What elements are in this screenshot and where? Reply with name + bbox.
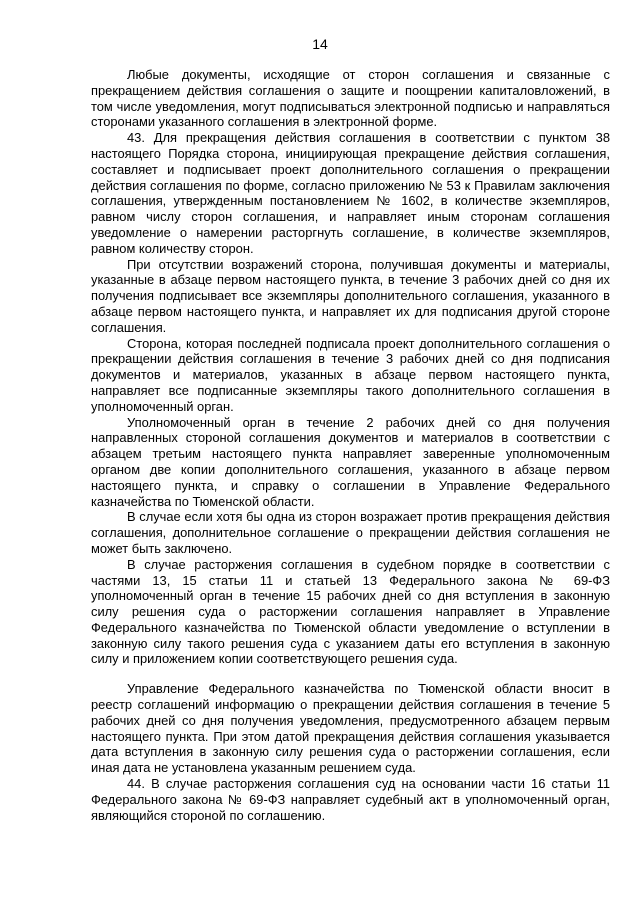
paragraph: В случае расторжения соглашения в судебном порядке в соответствии с частями 13, 15 статьи 11 и статьей 13 Федерального закона № 69-ФЗ уполномоченный орган в течение 15 рабочих дней со дня вступления в законную силу решения суда о расторжении соглашения направляет в Управление Федерального казначейства по Тюменской области уведомление о вступлении в законную силу такого решения суда с указанием даты его вступления в законную силу и приложением копии соответствующего решения суда. <box>91 556 610 667</box>
document-body <box>91 67 610 823</box>
paragraph: При отсутствии возражений сторона, получившая документы и материалы, указанные в абзаце первом настоящего пункта, в течение 3 рабочих дней со дня их получения подписывает все экземпляры дополнительного соглашения, указанного в абзаце первом настоящего пункта, и направляет их для подписания другой стороне соглашения. <box>91 256 610 335</box>
paragraph: Управление Федерального казначейства по Тюменской области вносит в реестр соглашений информацию о прекращении действия соглашения в течение 5 рабочих дней со дня получения уведомления, предусмотренного абзацем первым настоящего пункта. При этом датой прекращения действия соглашения указывается дата вступления в законную силу решения суда о расторжении соглашения, если иная дата не установлена указанным решением суда. <box>91 681 610 776</box>
paragraph: Сторона, которая последней подписала проект дополнительного соглашения о прекращении действия соглашения в течение 3 рабочих дней со дня подписания документов и материалов, указанных в абзаце первом настоящего пункта, направляет все подписанные экземпляры такого дополнительного соглашения в уполномоченный орган. <box>91 335 610 414</box>
paragraph: Любые документы, исходящие от сторон соглашения и связанные с прекращением действия соглашения о защите и поощрении капиталовложений, в том числе уведомления, могут подписываться электронной подписью и направляться сторонами указанного соглашения в электронной форме. <box>91 67 610 130</box>
paragraph: В случае если хотя бы одна из сторон возражает против прекращения действия соглашения, дополнительное соглашение о прекращении действия соглашения не может быть заключено. <box>91 509 610 556</box>
paragraph: Уполномоченный орган в течение 2 рабочих дней со дня получения направленных стороной соглашения документов и материалов в соответствии с абзацем третьим настоящего пункта направляет заверенные уполномоченным органом две копии дополнительного соглашения, указанного в абзаце первом настоящего пункта, и справку о соглашении в Управление Федерального казначейства по Тюменской области. <box>91 414 610 509</box>
page-number: 14 <box>312 36 328 52</box>
paragraph: 43. Для прекращения действия соглашения в соответствии с пунктом 38 настоящего Порядка сторона, инициирующая прекращение действия соглашения, составляет и подписывает проект дополнительного соглашения о прекращении действия соглашения по форме, согласно приложению № 53 к Правилам заключения соглашения, утвержденным постановлением № 1602, в количестве экземпляров, равном числу сторон соглашения, и направляет иным сторонам соглашения уведомление о намерении расторгнуть соглашение, в количестве экземпляров, равном количеству сторон. <box>91 130 610 256</box>
paragraph: 44. В случае расторжения соглашения суд на основании части 16 статьи 11 Федерального закона № 69-ФЗ направляет судебный акт в уполномоченный орган, являющийся стороной по соглашению. <box>91 776 610 823</box>
